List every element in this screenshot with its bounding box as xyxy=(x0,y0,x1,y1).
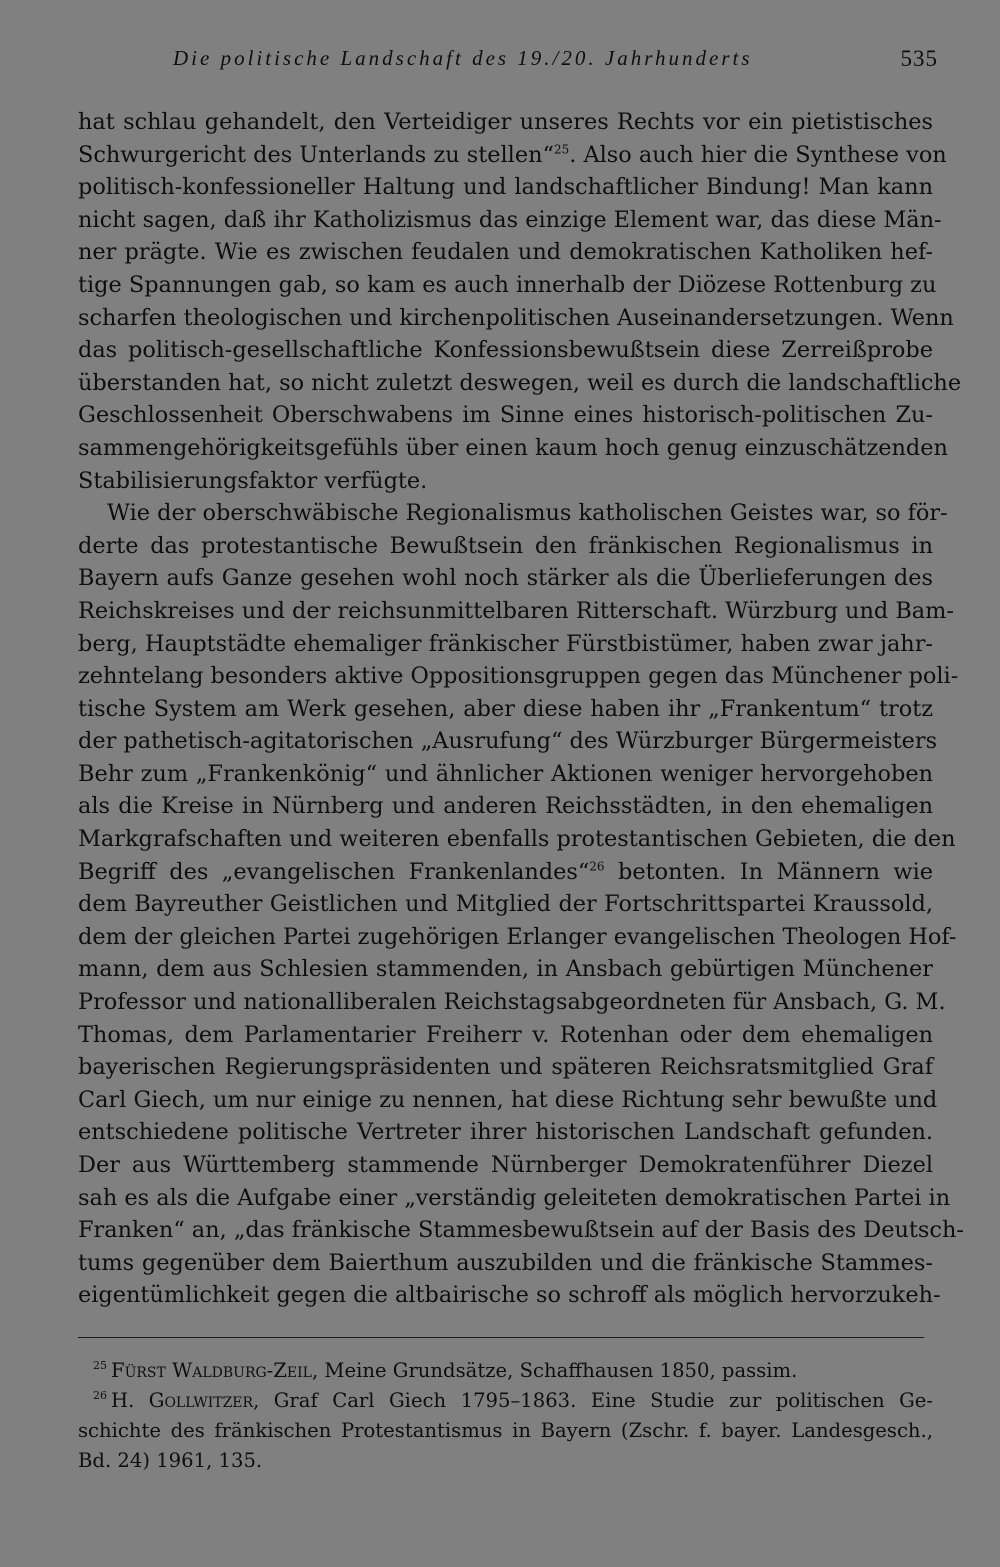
line-text-continued: betonten. In Männern wie xyxy=(604,858,933,885)
line-text: Geschlossenheit Oberschwabens im Sinne eines historisch-politischen Zu- xyxy=(78,402,933,429)
line-text: eigentümlichkeit gegen die altbairische so schroff als möglich hervorzukeh- xyxy=(78,1282,941,1309)
text-line xyxy=(78,1279,941,1312)
text-line xyxy=(78,921,957,954)
line-text-continued: . Also auch hier die Synthese von xyxy=(569,141,947,168)
text-line xyxy=(78,465,933,498)
text-line xyxy=(78,1084,938,1117)
text-line xyxy=(78,693,933,726)
line-text: dem Bayreuther Geistlichen und Mitglied der Fortschrittspartei Kraussold, xyxy=(78,891,933,918)
footnote-line xyxy=(78,1446,933,1476)
text-line xyxy=(78,204,942,237)
paragraph-2 xyxy=(78,497,964,1312)
line-text: das politisch-gesellschaftliche Konfessionsbewußtsein diese Zerreißprobe xyxy=(78,337,933,364)
line-text: mann, dem aus Schlesien stammenden, in Ansbach gebürtigen Münchener xyxy=(78,956,933,983)
text-line xyxy=(78,236,933,269)
line-text: sah es als die Aufgabe einer „verständig geleiteten demokratischen Partei in xyxy=(78,1184,951,1211)
line-text: entschiedene politische Vertreter ihrer historischen Landschaft gefunden. xyxy=(78,1119,933,1146)
body-text xyxy=(78,106,964,1312)
line-text: politisch-konfessioneller Haltung und landschaftlicher Bindung! Man kann xyxy=(78,174,933,201)
text-line xyxy=(78,334,933,367)
line-text: tums gegenüber dem Baierthum auszubilden und die fränkische Stammes- xyxy=(78,1249,933,1276)
line-text: Reichskreises und der reichsunmittelbaren Ritterschaft. Würzburg und Bam- xyxy=(78,597,954,624)
footnote-divider xyxy=(78,1337,924,1338)
footnote-author: H. Gollwitzer xyxy=(111,1389,254,1412)
line-text: Thomas, dem Parlamentarier Freiherr v. Rotenhan oder dem ehemaligen xyxy=(78,1021,933,1048)
text-line xyxy=(78,888,933,921)
text-line xyxy=(78,302,954,335)
line-text: Bayern aufs Ganze gesehen wohl noch stärker als die Überlieferungen des xyxy=(78,565,933,592)
text-line xyxy=(78,171,933,204)
footnote-text: , Graf Carl Giech 1795–1863. Eine Studie zur politischen Ge- xyxy=(253,1389,933,1412)
paragraph-1 xyxy=(78,106,962,497)
text-line xyxy=(78,1019,933,1052)
line-text: sammengehörigkeitsgefühls über einen kaum hoch genug einzuschätzenden xyxy=(78,434,948,461)
line-text: berg, Hauptstädte ehemaliger fränkischer Fürstbistümer, haben zwar jahr- xyxy=(78,630,933,657)
footnote-line xyxy=(78,1386,933,1416)
running-title: Die politische Landschaft des 19./20. Jahrhunderts xyxy=(173,46,753,70)
line-text: Wie der oberschwäbische Regionalismus katholischen Geistes war, so för- xyxy=(107,500,948,527)
text-line xyxy=(78,530,933,563)
line-text: Franken“ an, „das fränkische Stammesbewußtsein auf der Basis des Deutsch- xyxy=(78,1217,964,1244)
text-line xyxy=(78,367,962,400)
line-text: überstanden hat, so nicht zuletzt deswegen, weil es durch die landschaftliche xyxy=(78,369,962,396)
text-line xyxy=(78,562,933,595)
text-line xyxy=(78,1149,933,1182)
footnote-text: schichte des fränkischen Protestantismus in Bayern (Zschr. f. bayer. Landesgesch., xyxy=(78,1419,933,1442)
line-text: Stabilisierungsfaktor verfügte. xyxy=(78,467,428,494)
text-line xyxy=(78,1214,964,1247)
text-line xyxy=(78,986,946,1019)
text-line xyxy=(78,497,948,530)
text-line xyxy=(78,595,954,628)
line-text: Professor und nationalliberalen Reichstagsabgeordneten für Ansbach, G. M. xyxy=(78,989,946,1016)
running-head xyxy=(78,44,938,78)
line-text: zehntelang besonders aktive Oppositionsgruppen gegen das Münchener poli- xyxy=(78,663,959,690)
text-line xyxy=(78,1182,951,1215)
footnote-author: Fürst Waldburg-Zeil xyxy=(111,1359,312,1382)
line-text: tische System am Werk gesehen, aber diese haben ihr „Frankentum“ trotz xyxy=(78,695,933,722)
text-line xyxy=(78,856,933,889)
text-line xyxy=(78,758,933,791)
footnote-line xyxy=(78,1356,933,1386)
line-text: derte das protestantische Bewußtsein den fränkischen Regionalismus in xyxy=(78,532,933,559)
footnote-reference[interactable]: 26 xyxy=(589,859,605,874)
line-text: bayerischen Regierungspräsidenten und späteren Reichsratsmitglied Graf xyxy=(78,1054,933,1081)
line-text: Der aus Württemberg stammende Nürnberger Demokratenführer Diezel xyxy=(78,1152,933,1178)
line-text: Schwurgericht des Unterlands zu stellen“ xyxy=(78,141,554,168)
footnote-line xyxy=(78,1416,933,1446)
line-text: Markgrafschaften und weiteren ebenfalls protestantischen Gebieten, die den xyxy=(78,826,956,853)
footnotes xyxy=(78,1356,933,1476)
text-line xyxy=(78,725,938,758)
line-text: Begriff des „evangelischen Frankenlandes“ xyxy=(78,858,590,885)
footnote-reference[interactable]: 25 xyxy=(553,142,570,157)
line-text: Behr zum „Frankenkönig“ und ähnlicher Aktionen weniger hervorgehoben xyxy=(78,760,933,787)
line-text: nicht sagen, daß ihr Katholizismus das einzige Element war, das diese Män- xyxy=(78,206,942,233)
footnote-text: Bd. 24) 1961, 135. xyxy=(78,1449,263,1472)
text-line xyxy=(78,269,937,302)
footnote-number: 26 xyxy=(93,1389,107,1403)
footnote-text: , Meine Grundsätze, Schaffhausen 1850, passim. xyxy=(311,1359,798,1382)
text-line xyxy=(78,1051,933,1084)
line-text: dem der gleichen Partei zugehörigen Erlanger evangelischen Theologen Hof- xyxy=(78,923,957,950)
line-text: Carl Giech, um nur einige zu nennen, hat diese Richtung sehr bewußte und xyxy=(78,1086,938,1113)
line-text: scharfen theologischen und kirchenpolitischen Auseinandersetzungen. Wenn xyxy=(78,304,954,331)
line-text: der pathetisch-agitatorischen „Ausrufung“ des Würzburger Bürgermeisters xyxy=(78,728,938,755)
text-line xyxy=(78,823,956,856)
footnote-number: 25 xyxy=(93,1359,107,1373)
text-line xyxy=(78,1247,933,1280)
text-line xyxy=(78,106,933,139)
text-line xyxy=(78,139,947,172)
text-line xyxy=(78,1116,933,1149)
line-text: als die Kreise in Nürnberg und anderen Reichsstädten, in den ehemaligen xyxy=(78,793,933,820)
text-line xyxy=(78,953,933,986)
line-text: tige Spannungen gab, so kam es auch innerhalb der Diözese Rottenburg zu xyxy=(78,271,937,298)
text-line xyxy=(78,432,948,465)
page-number: 535 xyxy=(900,46,938,71)
text-line xyxy=(78,790,933,823)
line-text: hat schlau gehandelt, den Verteidiger unseres Rechts vor ein pietistisches xyxy=(78,109,933,135)
text-line xyxy=(78,628,933,661)
line-text: ner prägte. Wie es zwischen feudalen und demokratischen Katholiken hef- xyxy=(78,239,933,266)
text-line xyxy=(78,660,959,693)
text-line xyxy=(78,399,933,432)
